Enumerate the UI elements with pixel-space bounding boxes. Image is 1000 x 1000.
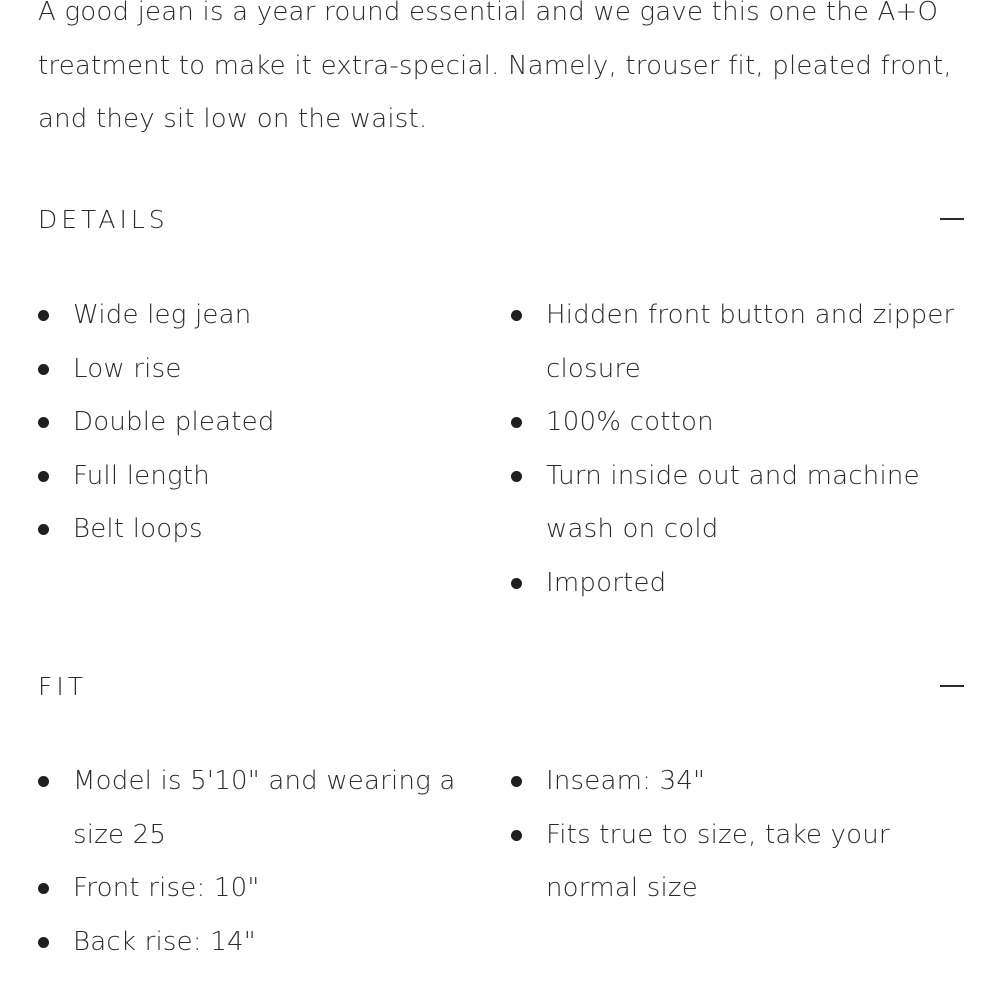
minus-icon[interactable] [940,218,964,220]
product-description: A good jean is a year round essential and we gave this one the A+O treatment to make it extra-special. Namely, trouser fit, pleated front, and they sit low on the waist. [38,0,952,134]
bullet-icon [38,937,49,948]
fit-title: FIT [38,671,88,701]
list-item: Model is 5'10" and wearing a size 25 [38,755,491,862]
bullet-icon [511,578,522,589]
bullet-icon [38,417,49,428]
list-item: Inseam: 34" [511,755,964,809]
bullet-icon [511,471,522,482]
list-item: Double pleated [38,396,491,450]
list-item: Front rise: 10" [38,862,491,916]
bullet-icon [38,776,49,787]
bullet-icon [38,471,49,482]
list-item: Hidden front button and zipper closure [511,289,964,396]
list-item: Low rise [38,343,491,397]
list-item: Back rise: 14" [38,916,491,970]
fit-list [38,755,964,969]
minus-icon[interactable] [940,685,964,687]
bullet-icon [38,883,49,894]
details-list [38,289,964,610]
list-item: Wide leg jean [38,289,491,343]
list-item: Fits true to size, take your normal size [511,809,964,916]
bullet-icon [38,524,49,535]
bullet-icon [511,830,522,841]
details-title: DETAILS [38,204,169,234]
list-item: Full length [38,450,491,504]
details-accordion-header[interactable] [38,199,964,239]
fit-accordion-header[interactable] [38,666,964,706]
bullet-icon [511,776,522,787]
bullet-icon [38,364,49,375]
list-item: 100% cotton [511,396,964,450]
bullet-icon [511,310,522,321]
list-item: Belt loops [38,503,491,557]
bullet-icon [511,417,522,428]
bullet-icon [38,310,49,321]
list-item: Turn inside out and machine wash on cold [511,450,964,557]
list-item: Imported [511,557,964,611]
